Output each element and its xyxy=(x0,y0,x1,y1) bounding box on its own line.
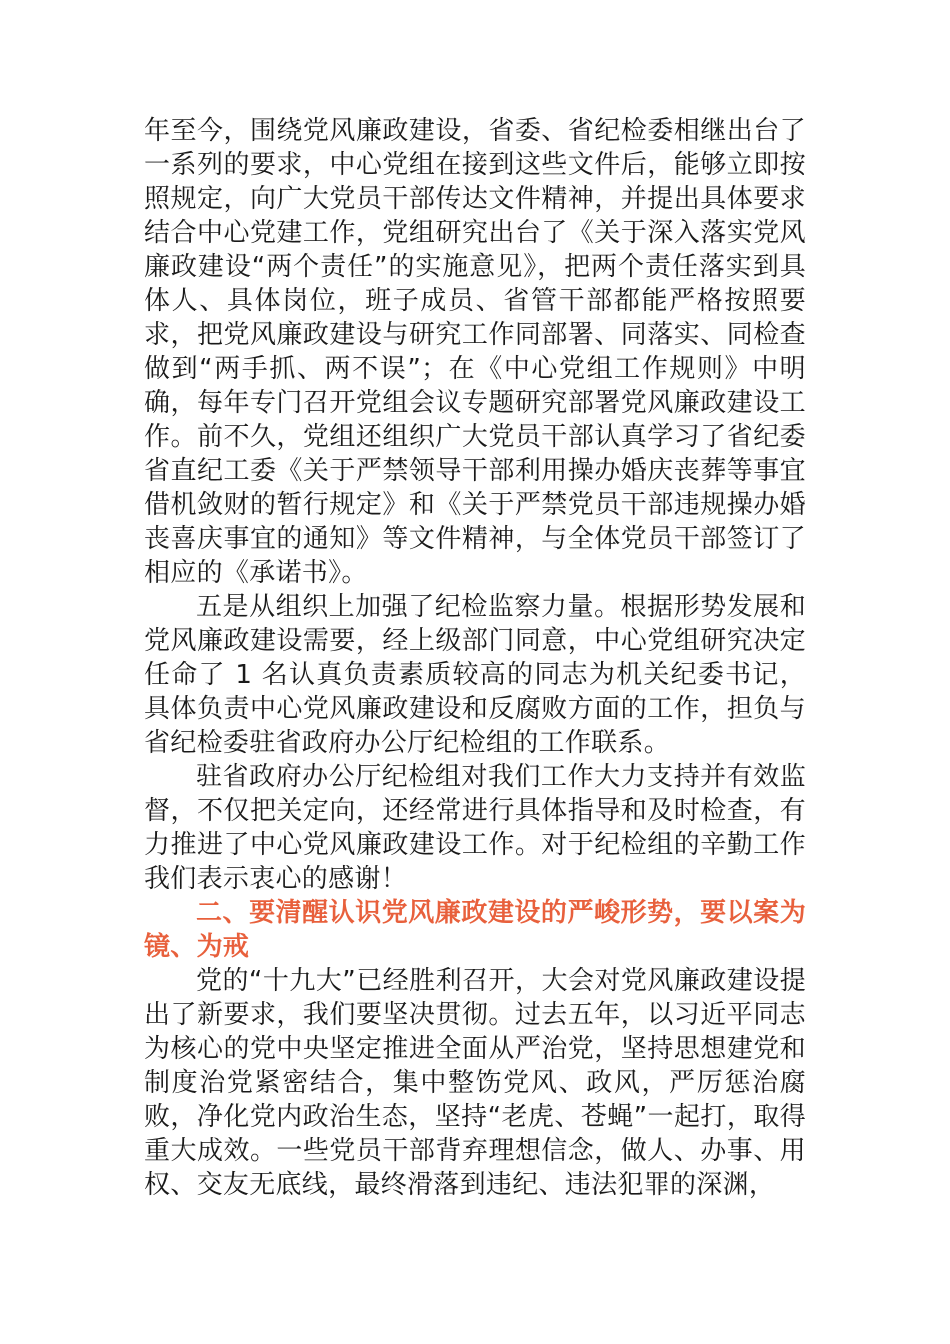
document-page xyxy=(144,114,806,1202)
paragraph-continuation: 年至今，围绕党风廉政建设，省委、省纪检委相继出台了一系列的要求，中心党组在接到这些文件后，能够立即按照规定，向广大党员干部传达文件精神，并提出具体要求结合中心党建工作，党组研究出台了《关于深入落实党风廉政建设“两个责任”的实施意见》，把两个责任落实到具体人、具体岗位，班子成员、省管干部都能严格按照要求，把党风廉政建设与研究工作同部署、同落实、同检查做到“两手抓、两不误”；在《中心党组工作规则》中明确，每年专门召开党组会议专题研究部署党风廉政建设工作。前不久，党组还组织广大党员干部认真学习了省纪委省直纪工委《关于严禁领导干部利用操办婚庆丧葬等事宜借机敛财的暂行规定》和《关于严禁党员干部违规操办婚丧喜庆事宜的通知》等文件精神，与全体党员干部签订了相应的《承诺书》。 xyxy=(144,116,806,588)
paragraph-organization: 五是从组织上加强了纪检监察力量。根据形势发展和党风廉政建设需要，经上级部门同意，中心党组研究决定任命了 1 名认真负责素质较高的同志为机关纪委书记，具体负责中心党风廉政建设和反腐败方面的工作，担负与省纪检委驻省政府办公厅纪检组的工作联系。 xyxy=(144,592,806,758)
paragraph-thanks: 驻省政府办公厅纪检组对我们工作大力支持并有效监督，不仅把关定向，还经常进行具体指导和及时检查，有力推进了中心党风廉政建设工作。对于纪检组的辛勤工作我们表示衷心的感谢！ xyxy=(144,762,806,894)
paragraph-situation: 党的“十九大”已经胜利召开，大会对党风廉政建设提出了新要求，我们要坚决贯彻。过去五年，以习近平同志为核心的党中央坚定推进全面从严治党，坚持思想建党和制度治党紧密结合，集中整饬党风、政风，严厉惩治腐败，净化党内政治生态，坚持“老虎、苍蝇”一起打，取得重大成效。一些党员干部背弃理想信念，做人、办事、用权、交友无底线，最终滑落到违纪、违法犯罪的深渊， xyxy=(144,966,806,1200)
section-heading: 二、要清醒认识党风廉政建设的严峻形势，要以案为镜、为戒 xyxy=(144,898,806,962)
